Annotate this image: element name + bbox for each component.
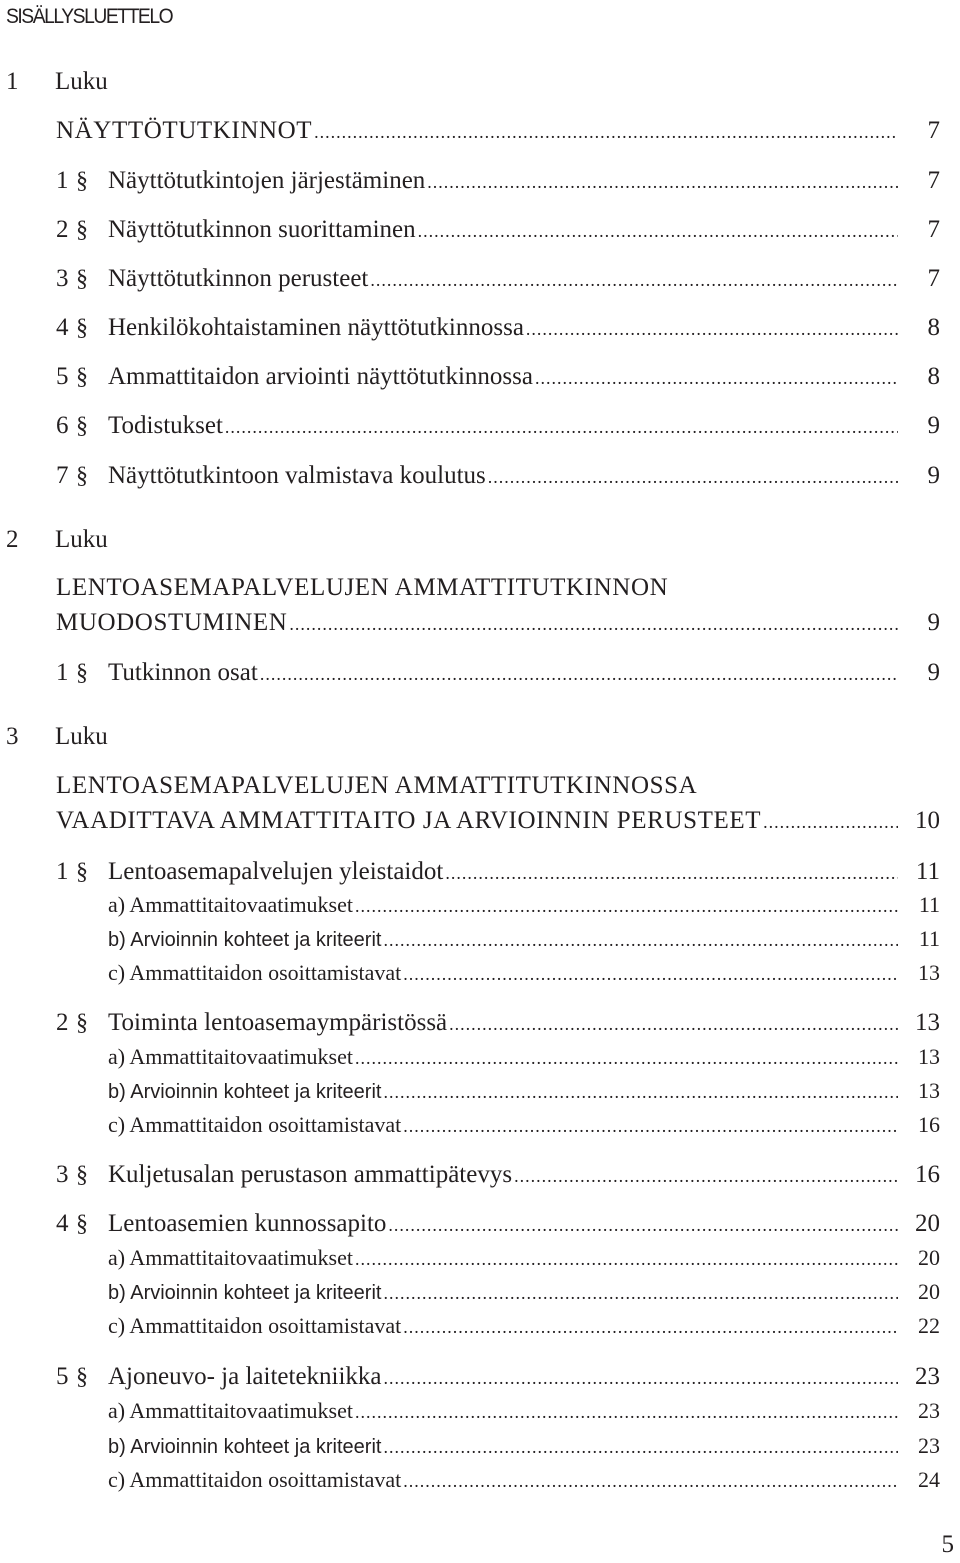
toc-subentry-label: c) Ammattitaidon osoittamistavat <box>108 1313 402 1338</box>
toc-entry-page: 8 <box>927 363 940 390</box>
toc-entry-page: 13 <box>915 1009 940 1036</box>
toc-entry-page: 20 <box>918 1279 940 1304</box>
leader-dots <box>355 1397 898 1427</box>
toc-entry-label: VAADITTAVA AMMATTITAITO JA ARVIOINNIN PERUSTEET <box>56 807 762 834</box>
toc-entry-page: 13 <box>918 1078 940 1103</box>
toc-subentry-label: a) Ammattitaitovaatimukset <box>108 1245 353 1270</box>
leader-dots <box>763 807 898 837</box>
leader-dots <box>314 117 898 147</box>
toc-entry[interactable] <box>56 362 940 392</box>
chapter-number: 1 <box>6 68 19 95</box>
toc-entry-page: 9 <box>927 609 940 636</box>
toc-entry-page: 7 <box>927 167 940 194</box>
toc-entry[interactable] <box>56 116 940 146</box>
toc-subentry-label: b) Arvioinnin kohteet ja kriteerit <box>108 1282 382 1304</box>
section-sign: § <box>76 413 88 439</box>
toc-subentry-label: b) Arvioinnin kohteet ja kriteerit <box>108 1436 382 1458</box>
toc-subentry-label: c) Ammattitaidon osoittamistavat <box>108 960 402 985</box>
toc-entry-label: Näyttötutkintojen järjestäminen <box>108 167 426 194</box>
leader-dots <box>355 1244 898 1274</box>
toc-entry-page: 23 <box>918 1433 940 1458</box>
section-number: 1 <box>56 167 69 194</box>
leader-dots <box>403 959 898 989</box>
leader-dots <box>449 1009 898 1039</box>
section-sign: § <box>76 1364 88 1390</box>
leader-dots <box>403 1312 898 1342</box>
chapter-heading <box>6 67 108 97</box>
toc-subentry[interactable] <box>108 1277 940 1307</box>
toc-entry-label: Näyttötutkinnon suorittaminen <box>108 216 416 243</box>
section-number: 5 <box>56 1363 69 1390</box>
toc-entry-page: 22 <box>918 1313 940 1338</box>
toc-entry-page: 7 <box>927 265 940 292</box>
toc-entry[interactable] <box>56 264 940 294</box>
toc-subentry-label: a) Ammattitaitovaatimukset <box>108 1398 353 1423</box>
section-sign: § <box>76 1211 88 1237</box>
toc-entry[interactable] <box>56 313 940 343</box>
page-title: SISÄLLYSLUETTELO <box>6 5 173 28</box>
leader-dots <box>488 462 898 492</box>
leader-dots <box>535 363 898 393</box>
toc-entry-label: Lentoasemapalvelujen yleistaidot <box>108 858 444 885</box>
toc-entry-page: 23 <box>918 1398 940 1423</box>
toc-entry[interactable] <box>56 411 940 441</box>
toc-entry-page: 24 <box>918 1467 940 1492</box>
leader-dots <box>445 858 898 888</box>
section-number: 1 <box>56 858 69 885</box>
section-number: 3 <box>56 265 69 292</box>
toc-entry-label: Näyttötutkinnon perusteet <box>108 265 369 292</box>
section-sign: § <box>76 859 88 885</box>
toc-subentry-label: a) Ammattitaitovaatimukset <box>108 1044 353 1069</box>
toc-subentry[interactable] <box>108 1042 940 1072</box>
section-number: 4 <box>56 314 69 341</box>
leader-dots <box>370 265 898 295</box>
toc-entry-label: Tutkinnon osat <box>108 659 258 686</box>
toc-entry-page: 7 <box>927 216 940 243</box>
toc-entry-page: 11 <box>918 926 940 951</box>
toc-entry-label: Lentoasemien kunnossapito <box>108 1210 387 1237</box>
leader-dots <box>418 216 898 246</box>
chapter-heading <box>6 722 108 752</box>
section-sign: § <box>76 168 88 194</box>
toc-entry[interactable] <box>56 1160 940 1190</box>
chapter-number: 2 <box>6 526 19 553</box>
toc-subentry[interactable] <box>108 1396 940 1426</box>
toc-entry-page: 13 <box>918 960 940 985</box>
section-number: 5 <box>56 363 69 390</box>
toc-entry-page: 9 <box>927 412 940 439</box>
toc-entry-label: Ajoneuvo- ja laitetekniikka <box>108 1363 382 1390</box>
leader-dots <box>514 1161 898 1191</box>
toc-entry[interactable] <box>56 658 940 688</box>
chapter-number: 3 <box>6 723 19 750</box>
toc-entry[interactable] <box>56 806 940 836</box>
toc-subentry[interactable] <box>108 924 940 954</box>
toc-subentry[interactable] <box>108 1110 940 1140</box>
section-sign: § <box>76 660 88 686</box>
section-sign: § <box>76 1162 88 1188</box>
leader-dots <box>383 1077 898 1107</box>
section-sign: § <box>76 315 88 341</box>
section-sign: § <box>76 217 88 243</box>
section-sign: § <box>76 266 88 292</box>
toc-entry-page: 23 <box>915 1363 940 1390</box>
toc-entry-page: 8 <box>927 314 940 341</box>
leader-dots <box>355 891 898 921</box>
toc-entry-page: 13 <box>918 1044 940 1069</box>
toc-subentry[interactable] <box>108 1243 940 1273</box>
toc-subentry[interactable] <box>108 1465 940 1495</box>
toc-subentry[interactable] <box>108 890 940 920</box>
chapter-label: Luku <box>55 723 108 750</box>
toc-subentry[interactable] <box>108 1311 940 1341</box>
toc-entry-page: 20 <box>918 1245 940 1270</box>
leader-dots <box>383 925 898 955</box>
page-number: 5 <box>941 1531 954 1558</box>
toc-entry-label: MUODOSTUMINEN <box>56 609 288 636</box>
chapter-title-line: LENTOASEMAPALVELUJEN AMMATTITUTKINNON <box>56 574 669 601</box>
toc-entry[interactable] <box>56 1362 940 1392</box>
toc-entry-page: 16 <box>918 1112 940 1137</box>
leader-dots <box>289 609 898 639</box>
toc-entry-page: 16 <box>915 1161 940 1188</box>
toc-entry[interactable] <box>56 166 940 196</box>
toc-entry-page: 20 <box>915 1210 940 1237</box>
chapter-heading <box>6 525 108 555</box>
section-sign: § <box>76 1010 88 1036</box>
section-number: 1 <box>56 659 69 686</box>
toc-entry-page: 11 <box>915 858 940 885</box>
leader-dots <box>427 167 898 197</box>
toc-entry[interactable] <box>56 1209 940 1239</box>
leader-dots <box>225 412 898 442</box>
toc-entry[interactable] <box>56 1008 940 1038</box>
chapter-label: Luku <box>55 68 108 95</box>
chapter-label: Luku <box>55 526 108 553</box>
toc-entry-label: Ammattitaidon arviointi näyttötutkinnossa <box>108 363 533 390</box>
toc-subentry-label: b) Arvioinnin kohteet ja kriteerit <box>108 1081 382 1103</box>
leader-dots <box>403 1111 898 1141</box>
section-number: 3 <box>56 1161 69 1188</box>
section-sign: § <box>76 364 88 390</box>
toc-entry[interactable] <box>56 215 940 245</box>
toc-subentry-label: c) Ammattitaidon osoittamistavat <box>108 1467 402 1492</box>
leader-dots <box>388 1210 898 1240</box>
toc-entry-label: Näyttötutkintoon valmistava koulutus <box>108 462 486 489</box>
toc-subentry-label: a) Ammattitaitovaatimukset <box>108 892 353 917</box>
section-number: 2 <box>56 1009 69 1036</box>
section-number: 2 <box>56 216 69 243</box>
toc-entry-page: 10 <box>915 807 940 834</box>
toc-subentry[interactable] <box>108 1076 940 1106</box>
section-number: 4 <box>56 1210 69 1237</box>
section-sign: § <box>76 463 88 489</box>
toc-entry-label: Kuljetusalan perustason ammattipätevys <box>108 1161 513 1188</box>
toc-subentry-label: b) Arvioinnin kohteet ja kriteerit <box>108 929 382 951</box>
toc-entry-page: 9 <box>927 659 940 686</box>
toc-subentry-label: c) Ammattitaidon osoittamistavat <box>108 1112 402 1137</box>
toc-entry[interactable] <box>56 461 940 491</box>
toc-subentry[interactable] <box>108 1431 940 1461</box>
toc-entry-page: 7 <box>927 117 940 144</box>
leader-dots <box>383 1278 898 1308</box>
toc-entry-label: NÄYTTÖTUTKINNOT <box>56 117 313 144</box>
toc-entry[interactable] <box>56 608 940 638</box>
toc-subentry[interactable] <box>108 958 940 988</box>
section-number: 7 <box>56 462 69 489</box>
toc-entry-label: Todistukset <box>108 412 223 439</box>
toc-entry-label: Henkilökohtaistaminen näyttötutkinnossa <box>108 314 524 341</box>
toc-entry-page: 9 <box>927 462 940 489</box>
toc-entry[interactable] <box>56 857 940 887</box>
leader-dots <box>384 1363 898 1393</box>
toc-entry-page: 11 <box>918 892 940 917</box>
toc-entry-label: Toiminta lentoasemaympäristössä <box>108 1009 448 1036</box>
leader-dots <box>355 1043 898 1073</box>
section-number: 6 <box>56 412 69 439</box>
leader-dots <box>403 1466 898 1496</box>
leader-dots <box>260 659 898 689</box>
leader-dots <box>526 314 898 344</box>
chapter-title-line: LENTOASEMAPALVELUJEN AMMATTITUTKINNOSSA <box>56 772 698 799</box>
leader-dots <box>383 1432 898 1462</box>
